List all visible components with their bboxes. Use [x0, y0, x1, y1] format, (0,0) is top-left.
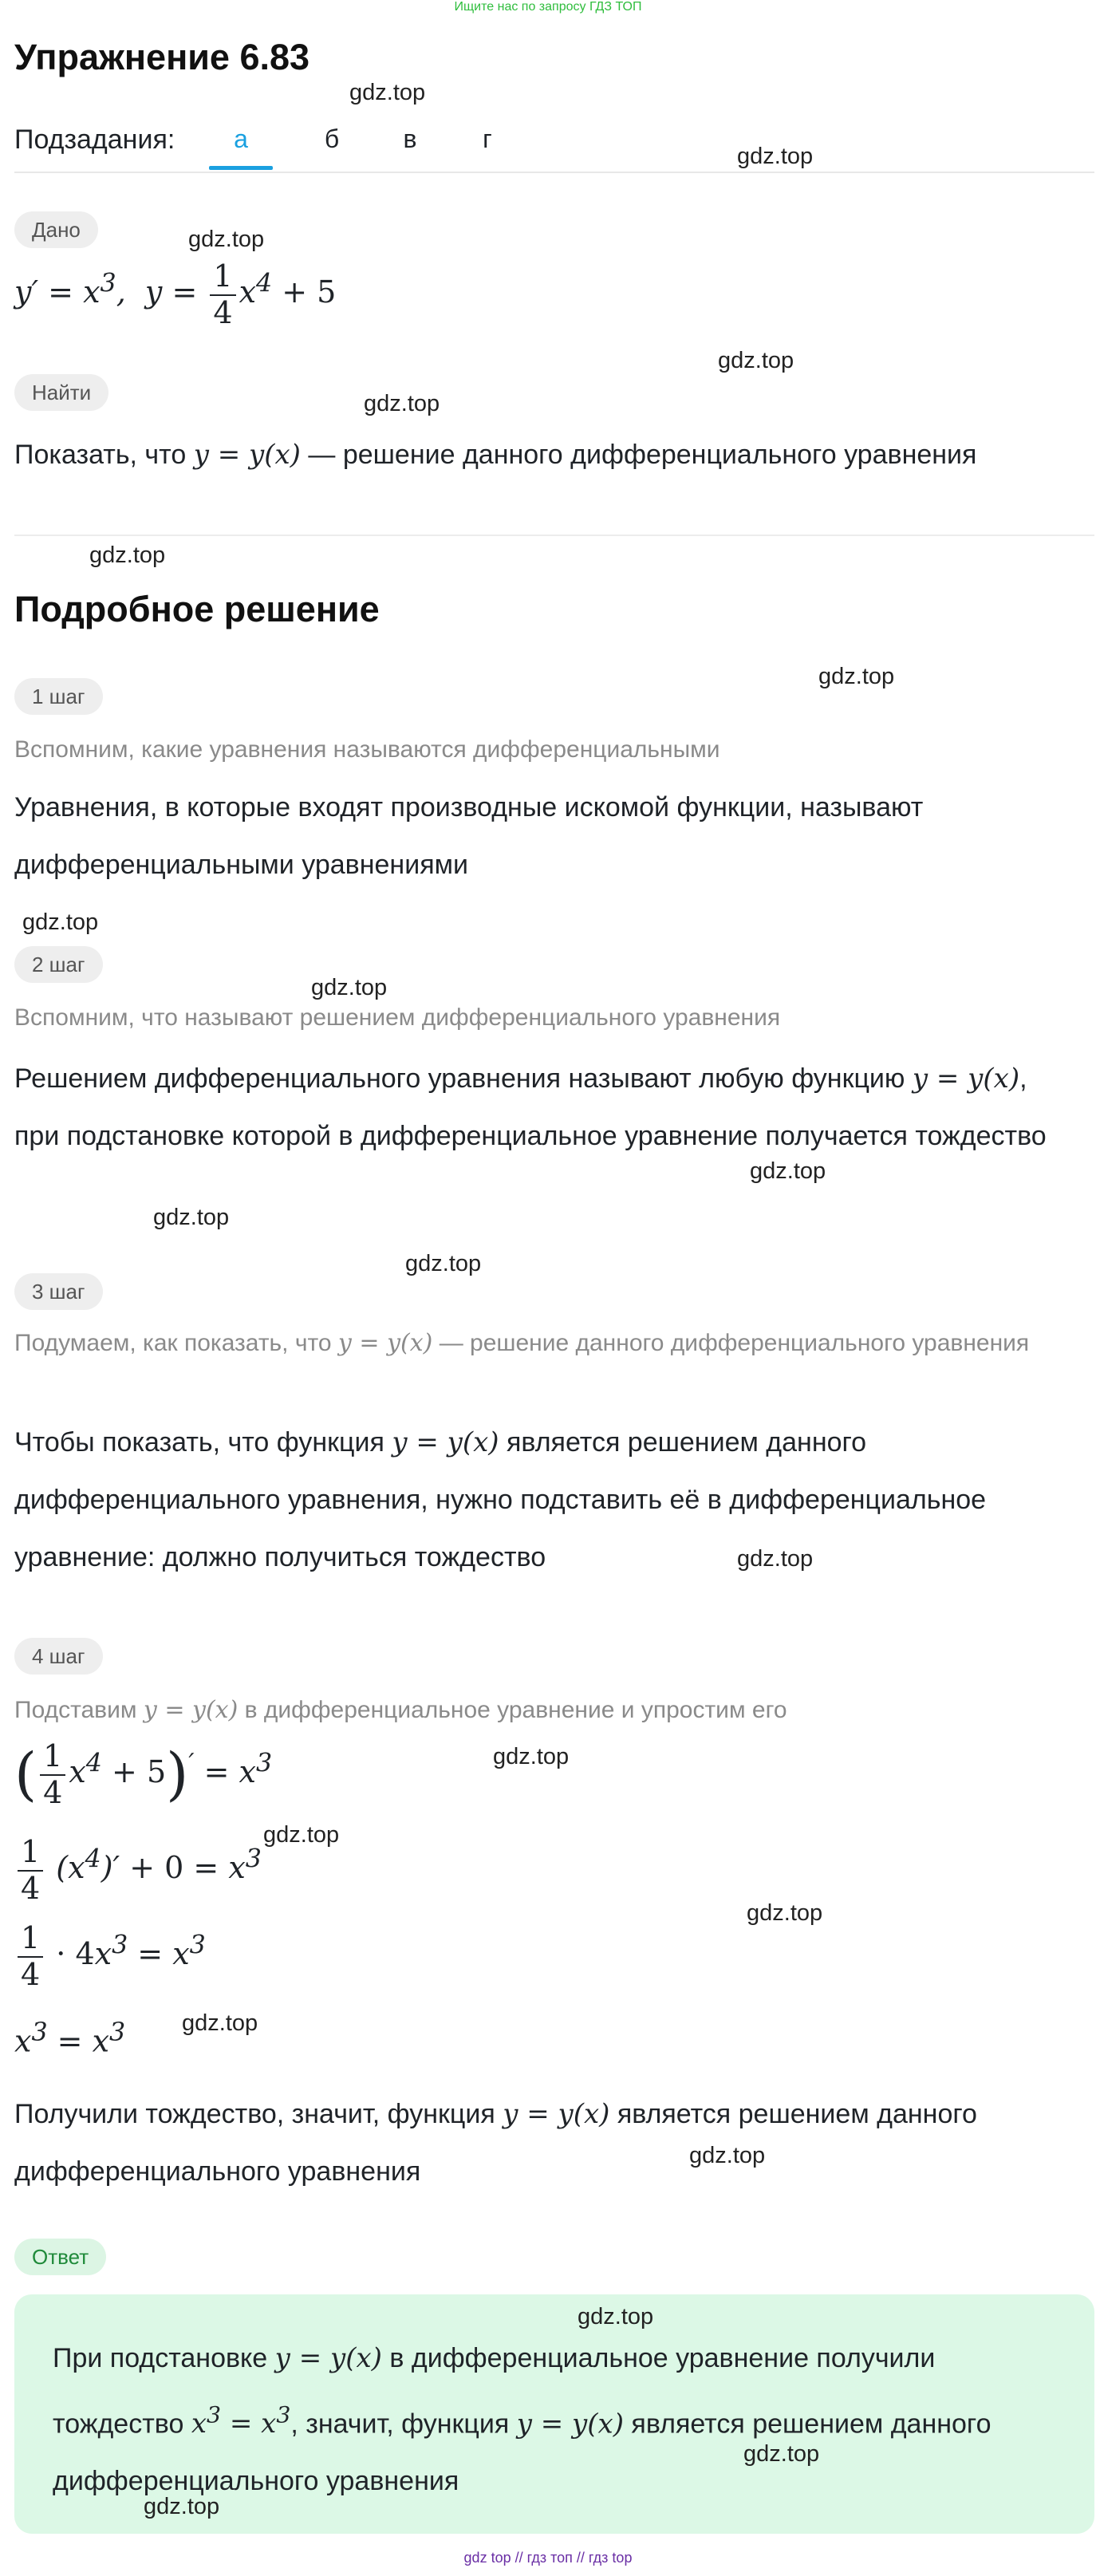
find-text-after: — решение данного дифференциального уравнения — [300, 440, 977, 470]
step-1-text: Уравнения, в которые входят производные искомой функции, называют дифференциальными уравнениями — [14, 792, 924, 880]
solution-title: Подробное решение — [14, 589, 380, 629]
step-3-badge: 3 шаг — [14, 1273, 103, 1310]
watermark: gdz.top — [188, 227, 265, 252]
step-2-text: Решением дифференциального уравнения называют любую функцию y = y(x), при подстановке которой в дифференциальное уравнение получается тождество — [14, 1063, 1047, 1151]
divider — [14, 535, 1094, 536]
watermark: gdz.top — [364, 391, 440, 416]
step-2-badge: 2 шаг — [14, 946, 103, 983]
step-4-hint-before: Подставим — [14, 1697, 144, 1723]
answer-part-4: является решением данного дифференциального уравнения — [53, 2408, 992, 2497]
answer-part-1: При подстановке — [53, 2343, 275, 2373]
footer: gdz top // гдз топ // гдз top — [463, 2550, 633, 2566]
step-4-conclusion-after: является решением данного дифференциального уравнения — [14, 2099, 977, 2187]
answer-badge: Ответ — [14, 2239, 106, 2275]
step-3-text-before: Чтобы показать, что функция — [14, 1427, 392, 1458]
watermark: gdz.top — [89, 542, 166, 568]
step-3-text-after: является решением данного дифференциального уравнения, нужно подставить её в дифференциальное уравнение: должно получиться тождество — [14, 1427, 987, 1572]
active-tab-indicator — [209, 166, 273, 170]
given-badge: Дано — [14, 211, 98, 248]
step-4-equation-1: ( $\frac{1}{4}$ $x^4 + 5)' = x^3$ — [14, 1738, 273, 1810]
step-4-equation-4: $x^3 = x^3$ — [14, 2018, 126, 2059]
answer-part-2: в дифференциальное уравнение получили тождество — [53, 2343, 936, 2440]
watermark: gdz.top — [718, 348, 794, 373]
step-1-badge: 1 шаг — [14, 678, 103, 715]
watermark: gdz.top — [153, 1205, 230, 1230]
given-equation: $y' = x^3$, y = $\frac{1}{4}$ $x^4 + 5$ — [14, 258, 337, 330]
step-4-conclusion-before: Получили тождество, значит, функция — [14, 2099, 503, 2129]
step-4-hint-after: в дифференциальное уравнение и упростим его — [238, 1697, 787, 1723]
watermark: gdz.top — [493, 1744, 570, 1769]
subtasks-row — [14, 120, 1094, 173]
tab-a[interactable]: а — [234, 124, 248, 153]
watermark: gdz.top — [818, 664, 895, 689]
step-4-hint: Подставим y = y(x) в дифференциальное уравнение и упростим его — [14, 1696, 787, 1724]
step-3-hint-before: Подумаем, как показать, что — [14, 1330, 338, 1356]
find-text: Показать, что y = y(x) — решение данного дифференциального уравнения — [14, 439, 977, 471]
watermark: gdz.top — [750, 1158, 826, 1184]
step-3-hint-after: — решение данного дифференциального уравнения — [432, 1330, 1030, 1356]
watermark: gdz.top — [311, 975, 388, 1000]
watermark: gdz.top — [405, 1251, 482, 1276]
tab-v[interactable]: в — [403, 124, 417, 153]
watermark: gdz.top — [22, 909, 99, 935]
find-badge: Найти — [14, 374, 108, 411]
step-3-hint: Подумаем, как показать, что y = y(x) — решение данного дифференциального уравнения — [14, 1329, 1030, 1357]
page-title: Упражнение 6.83 — [14, 37, 310, 77]
watermark: gdz.top — [747, 1900, 823, 1926]
subtasks-label: Подзадания: — [14, 124, 175, 155]
find-text-before: Показать, что — [14, 440, 194, 470]
tab-b[interactable]: б — [324, 124, 340, 153]
tab-g[interactable]: г — [483, 124, 492, 153]
step-2-text-before: Решением дифференциального уравнения называют любую функцию — [14, 1063, 913, 1094]
watermark: gdz.top — [349, 80, 426, 105]
answer-part-3: , значит, функция — [290, 2408, 517, 2440]
watermark: gdz.top — [578, 2304, 654, 2329]
answer-text: При подстановке y = y(x) в дифференциальное уравнение получили тождество $x^3 = x^3$, значит, функция y = y(x) является решением данного дифференциального уравнения — [53, 2342, 992, 2497]
watermark: gdz.top — [144, 2494, 220, 2519]
watermark: gdz.top — [737, 144, 814, 169]
watermark: gdz.top — [737, 1546, 814, 1572]
step-4-conclusion: Получили тождество, значит, функция y = y(x) является решением данного дифференциального уравнения — [14, 2098, 977, 2187]
step-4-equation-2: $\frac{1}{4}$ $(x^4)' + 0 = x^3$ — [14, 1835, 262, 1906]
watermark: gdz.top — [182, 2010, 258, 2036]
step-1-hint: Вспомним, какие уравнения называются дифференциальными — [14, 736, 720, 763]
step-2-hint: Вспомним, что называют решением дифференциального уравнения — [14, 1004, 781, 1031]
step-4-badge: 4 шаг — [14, 1638, 103, 1675]
watermark: gdz.top — [743, 2441, 820, 2467]
step-3-text: Чтобы показать, что функция y = y(x) является решением данного дифференциального уравнения, нужно подставить её в дифференциальное уравнение: должно получиться тождество — [14, 1426, 987, 1572]
top-banner: Ищите нас по запросу ГДЗ ТОП — [454, 0, 642, 14]
step-4-equation-3: $\frac{1}{4}$ · $4x^3 = x^3$ — [14, 1921, 206, 1992]
step-2-text-after: , при подстановке которой в дифференциальное уравнение получается тождество — [14, 1063, 1047, 1151]
watermark: gdz.top — [263, 1822, 340, 1848]
watermark: gdz.top — [689, 2143, 766, 2168]
